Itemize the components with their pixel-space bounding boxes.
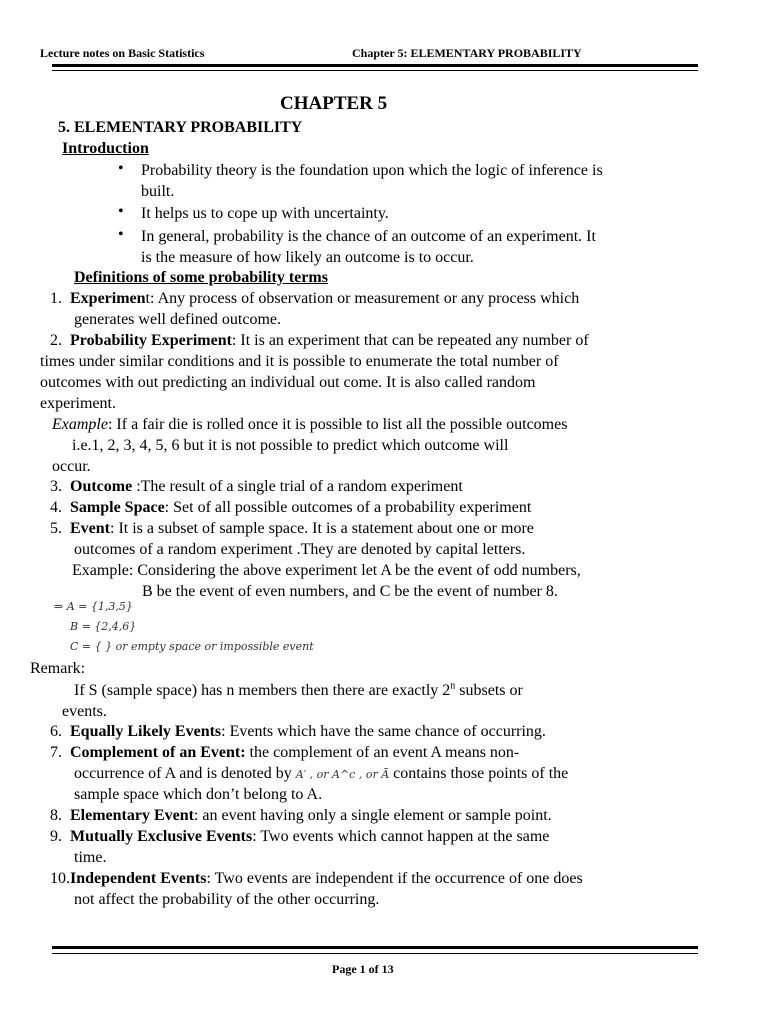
def-6 xyxy=(50,721,546,742)
example-text: : If a fair die is rolled once it is possible to list all the possible outcomes xyxy=(107,416,568,433)
def-number: 6. xyxy=(50,723,62,740)
bullet-dot-icon: • xyxy=(118,160,124,177)
def-9 xyxy=(50,826,549,847)
def-10-line2: not affect the probability of the other occurring. xyxy=(74,891,380,908)
def-term-tail: t xyxy=(145,290,150,307)
def-8 xyxy=(50,805,552,826)
def-number: 3. xyxy=(50,478,62,495)
def-7 xyxy=(50,742,519,763)
def-4 xyxy=(50,497,531,518)
def-text: the complement of an event A means non- xyxy=(245,744,520,761)
def-term: Outcome xyxy=(70,478,133,495)
def-text: : Set of all possible outcomes of a probability experiment xyxy=(164,499,532,516)
def-7-line2 xyxy=(74,763,568,785)
header-right: Chapter 5: ELEMENTARY PROBABILITY xyxy=(352,46,582,60)
remark-line1 xyxy=(74,680,523,701)
math-set-c: C = { } or empty space or impossible event xyxy=(70,640,314,653)
def-text: : It is a subset of sample space. It is a statement about one or more xyxy=(110,520,534,537)
bullet-dot-icon: • xyxy=(118,203,124,220)
def-1-line2: generates well defined outcome. xyxy=(74,311,282,328)
header-rule-thick xyxy=(52,64,698,67)
bullet-2-line1: It helps us to cope up with uncertainty. xyxy=(141,205,389,222)
remark-text: If S (sample space) has n members then there are exactly 2 xyxy=(74,682,451,699)
footer-rule-thin xyxy=(52,953,698,954)
def-2-line4: experiment. xyxy=(40,395,116,412)
def-term: Mutually Exclusive Events xyxy=(70,828,253,845)
footer-rule-thick xyxy=(52,946,698,949)
complement-notation: A′ , or A^c , or Ā xyxy=(295,768,390,781)
def-text-tail: contains those points of the xyxy=(389,765,569,782)
remark-text-tail: subsets or xyxy=(455,682,523,699)
def-9-line2: time. xyxy=(74,849,107,866)
def-term: Elementary Event xyxy=(70,807,194,824)
definitions-heading: Definitions of some probability terms xyxy=(74,269,328,286)
bullet-3-line1: In general, probability is the chance of an outcome of an experiment. It xyxy=(141,228,596,245)
def-text: : Events which have the same chance of occurring. xyxy=(221,723,546,740)
def-number: 5. xyxy=(50,520,62,537)
remark-superscript: n xyxy=(450,680,456,692)
def-number: 4. xyxy=(50,499,62,516)
def-3 xyxy=(50,476,463,497)
example-label: Example xyxy=(52,416,108,433)
bullet-3-line2: is the measure of how likely an outcome is to occur. xyxy=(141,249,474,266)
math-set-a: ⇒ A = {1,3,5} xyxy=(54,600,133,613)
def-term: Probability Experiment xyxy=(70,332,232,349)
example-1-line2: i.e.1, 2, 3, 4, 5, 6 but it is not possible to predict which outcome will xyxy=(72,437,509,454)
def-term: Experimen xyxy=(70,290,146,307)
def-text: : Two events are independent if the occurrence of one does xyxy=(206,870,583,887)
def-2-line3: outcomes with out predicting an individual out come. It is also called random xyxy=(40,374,536,391)
def-number: 2. xyxy=(50,332,62,349)
example-1 xyxy=(52,414,567,435)
def-2-line2: times under similar conditions and it is possible to enumerate the total number of xyxy=(40,353,559,370)
def-text: : Two events which cannot happen at the same xyxy=(252,828,550,845)
def-10 xyxy=(50,868,583,889)
header-rule-thin xyxy=(52,70,698,71)
def-5-line4: B be the event of even numbers, and C be the event of number 8. xyxy=(142,583,558,600)
def-number: 8. xyxy=(50,807,62,824)
def-text: :The result of a single trial of a random experiment xyxy=(132,478,463,495)
bullet-1-line1: Probability theory is the foundation upon which the logic of inference is xyxy=(141,162,603,179)
def-text: occurrence of A and is denoted by xyxy=(74,765,296,782)
bullet-dot-icon: • xyxy=(118,226,124,243)
def-1 xyxy=(50,288,579,309)
math-set-b: B = {2,4,6} xyxy=(70,620,137,633)
def-term: Independent Events xyxy=(70,870,207,887)
def-7-line3: sample space which don’t belong to A. xyxy=(74,786,323,803)
def-2 xyxy=(50,330,589,351)
def-text: : an event having only a single element or sample point. xyxy=(193,807,552,824)
def-term: Complement of an Event: xyxy=(70,744,246,761)
def-text: : Any process of observation or measurement or any process which xyxy=(150,290,580,307)
page-number: Page 1 of 13 xyxy=(332,962,394,976)
def-5-line3: Example: Considering the above experiment let A be the event of odd numbers, xyxy=(72,562,581,579)
def-number: 1. xyxy=(50,290,62,307)
header-left: Lecture notes on Basic Statistics xyxy=(40,46,205,60)
def-number: 9. xyxy=(50,828,62,845)
def-term: Sample Space xyxy=(70,499,165,516)
def-5-line2: outcomes of a random experiment .They are denoted by capital letters. xyxy=(74,541,526,558)
chapter-title: CHAPTER 5 xyxy=(280,93,388,114)
def-text: : It is an experiment that can be repeated any number of xyxy=(231,332,589,349)
def-number: 7. xyxy=(50,744,62,761)
remark-line2: events. xyxy=(62,703,107,720)
def-term: Event xyxy=(70,520,110,537)
remark-label: Remark: xyxy=(30,660,86,677)
bullet-1-line2: built. xyxy=(141,183,175,200)
def-number: 10. xyxy=(50,870,70,887)
example-1-line3: occur. xyxy=(52,458,91,475)
def-term: Equally Likely Events xyxy=(70,723,222,740)
section-title: 5. ELEMENTARY PROBABILITY xyxy=(58,119,303,136)
introduction-heading: Introduction xyxy=(62,140,149,157)
def-5 xyxy=(50,518,534,539)
